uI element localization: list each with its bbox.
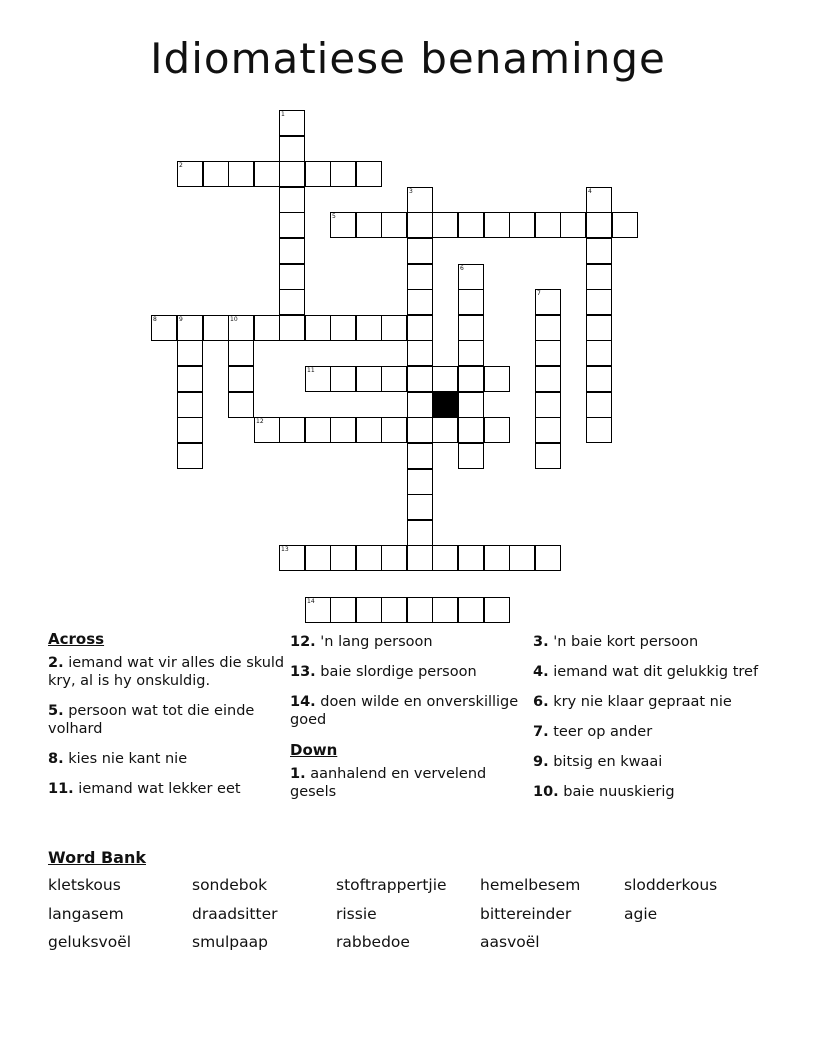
crossword-cell[interactable] (586, 315, 612, 341)
word-bank-word: geluksvoël (48, 933, 132, 951)
crossword-cell[interactable] (586, 238, 612, 264)
crossword-cell[interactable] (407, 520, 433, 546)
crossword-cell[interactable] (330, 366, 356, 392)
word-bank-word: rabbedoe (336, 933, 410, 951)
crossword-cell[interactable] (330, 417, 356, 443)
crossword-cell[interactable] (228, 366, 254, 392)
word-bank-word: agie (624, 905, 658, 923)
crossword-cell[interactable] (407, 340, 433, 366)
crossword-cell[interactable] (458, 340, 484, 366)
crossword-cell[interactable] (279, 315, 305, 341)
word-bank-word: kletskous (48, 876, 121, 894)
crossword-cell[interactable] (407, 238, 433, 264)
crossword-cell[interactable] (279, 417, 305, 443)
crossword-cell[interactable] (586, 340, 612, 366)
clue-across-13: 13. baie slordige persoon (290, 664, 477, 680)
crossword-cell[interactable] (305, 161, 331, 187)
crossword-cell[interactable] (381, 315, 407, 341)
crossword-cell[interactable] (305, 315, 331, 341)
word-bank-word: langasem (48, 905, 124, 923)
clue-across-12: 12. 'n lang persoon (290, 634, 433, 650)
word-bank-word: slodderkous (624, 876, 718, 894)
clue-down-4: 4. iemand wat dit gelukkig tref (533, 664, 759, 680)
crossword-cell[interactable] (407, 392, 433, 418)
clue-number: 9 (179, 316, 183, 323)
crossword-cell[interactable] (330, 212, 356, 238)
clue-across-8: 8. kies nie kant nie (48, 751, 188, 767)
clue-number: 14 (307, 598, 315, 605)
crossword-cell[interactable] (432, 597, 458, 623)
crossword-cell[interactable] (305, 366, 331, 392)
clues-column-3 (533, 633, 773, 813)
crossword-cell[interactable] (330, 597, 356, 623)
crossword-cell[interactable] (177, 161, 203, 187)
clue-across-14: 14. doen wilde en onverskillige goed (290, 694, 519, 728)
crossword-cell[interactable] (432, 545, 458, 571)
crossword-cell[interactable] (586, 212, 612, 238)
crossword-cell[interactable] (356, 212, 382, 238)
crossword-cell[interactable] (535, 315, 561, 341)
crossword-cell[interactable] (509, 545, 535, 571)
crossword-cell[interactable] (177, 443, 203, 469)
crossword-cell[interactable] (586, 187, 612, 213)
crossword-cell[interactable] (535, 443, 561, 469)
crossword-cell[interactable] (535, 212, 561, 238)
crossword-cell[interactable] (330, 315, 356, 341)
crossword-cell[interactable] (586, 289, 612, 315)
crossword-cell[interactable] (305, 417, 331, 443)
word-bank-word: bittereinder (480, 905, 572, 923)
crossword-cell[interactable] (535, 340, 561, 366)
crossword-cell[interactable] (458, 443, 484, 469)
crossword-cell[interactable] (458, 212, 484, 238)
crossword-cell[interactable] (458, 392, 484, 418)
crossword-cell[interactable] (356, 315, 382, 341)
crossword-cell[interactable] (612, 212, 638, 238)
crossword-cell[interactable] (407, 315, 433, 341)
crossword-cell[interactable] (458, 597, 484, 623)
crossword-cell[interactable] (407, 417, 433, 443)
crossword-cell[interactable] (586, 392, 612, 418)
crossword-cell[interactable] (151, 315, 177, 341)
crossword-cell[interactable] (381, 417, 407, 443)
clue-number: 6 (460, 265, 464, 272)
clue-number: 8 (153, 316, 157, 323)
clue-down-1: 1. aanhalend en vervelend gesels (290, 766, 487, 800)
crossword-cell[interactable] (381, 545, 407, 571)
crossword-cell[interactable] (254, 417, 280, 443)
clue-down-9: 9. bitsig en kwaai (533, 754, 663, 770)
crossword-cell[interactable] (254, 161, 280, 187)
crossword-cell[interactable] (177, 417, 203, 443)
crossword-cell[interactable] (432, 366, 458, 392)
crossword-cell[interactable] (279, 264, 305, 290)
clue-number: 7 (537, 290, 541, 297)
crossword-cell[interactable] (407, 187, 433, 213)
crossword-cell[interactable] (279, 161, 305, 187)
crossword-cell[interactable] (484, 417, 510, 443)
word-bank-word: hemelbesem (480, 876, 581, 894)
crossword-cell[interactable] (432, 417, 458, 443)
clue-across-11: 11. iemand wat lekker eet (48, 781, 241, 797)
crossword-cell[interactable] (586, 264, 612, 290)
crossword-cell[interactable] (356, 366, 382, 392)
crossword-cell[interactable] (407, 597, 433, 623)
crossword-cell[interactable] (535, 392, 561, 418)
crossword-cell[interactable] (407, 289, 433, 315)
crossword-cell[interactable] (458, 417, 484, 443)
crossword-cell[interactable] (279, 289, 305, 315)
clue-across-2: 2. iemand wat vir alles die skuld kry, al is hy onskuldig. (48, 655, 285, 689)
crossword-cell[interactable] (356, 417, 382, 443)
crossword-cell[interactable] (279, 212, 305, 238)
crossword-cell[interactable] (177, 315, 203, 341)
crossword-cell[interactable] (484, 597, 510, 623)
crossword-cell[interactable] (484, 366, 510, 392)
crossword-cell[interactable] (279, 110, 305, 136)
clue-number: 1 (281, 111, 285, 118)
crossword-cell[interactable] (177, 340, 203, 366)
crossword-cell[interactable] (586, 417, 612, 443)
clue-number: 3 (409, 188, 413, 195)
page-title: Idiomatiese benaminge (150, 34, 666, 83)
word-bank-word: aasvoël (480, 933, 540, 951)
crossword-cell[interactable] (484, 545, 510, 571)
crossword-cell[interactable] (228, 392, 254, 418)
word-bank-word: draadsitter (192, 905, 278, 923)
word-bank-word: rissie (336, 905, 377, 923)
crossword-cell[interactable] (381, 212, 407, 238)
crossword-cell[interactable] (509, 212, 535, 238)
clue-number: 5 (332, 213, 336, 220)
clue-number: 10 (230, 316, 238, 323)
clues-column-2 (290, 633, 530, 813)
crossword-cell[interactable] (279, 545, 305, 571)
crossword-cell[interactable] (356, 161, 382, 187)
word-bank-word: sondebok (192, 876, 268, 894)
crossword-cell[interactable] (356, 597, 382, 623)
crossword-cell[interactable] (356, 545, 382, 571)
crossword-cell[interactable] (203, 315, 229, 341)
crossword-cell[interactable] (203, 161, 229, 187)
crossword-cell[interactable] (535, 366, 561, 392)
crossword-cell[interactable] (560, 212, 586, 238)
crossword-cell[interactable] (254, 315, 280, 341)
crossword-cell[interactable] (407, 366, 433, 392)
crossword-cell[interactable] (228, 161, 254, 187)
clues-column-1 (48, 630, 288, 810)
crossword-cell[interactable] (228, 340, 254, 366)
crossword-cell[interactable] (381, 366, 407, 392)
crossword-cell[interactable] (407, 545, 433, 571)
clue-down-10: 10. baie nuuskierig (533, 784, 675, 800)
clue-down-7: 7. teer op ander (533, 724, 653, 740)
crossword-cell[interactable] (458, 315, 484, 341)
crossword-cell[interactable] (535, 417, 561, 443)
clue-down-3: 3. 'n baie kort persoon (533, 634, 699, 650)
clue-number: 2 (179, 162, 183, 169)
word-bank-heading: Word Bank (48, 848, 147, 867)
crossword-cell[interactable] (279, 136, 305, 162)
crossword-cell[interactable] (177, 392, 203, 418)
clue-number: 4 (588, 188, 592, 195)
crossword-cell[interactable] (330, 545, 356, 571)
crossword-cell[interactable] (177, 366, 203, 392)
crossword-cell[interactable] (458, 264, 484, 290)
crossword-cell[interactable] (458, 289, 484, 315)
crossword-cell[interactable] (407, 469, 433, 495)
crossword-cell[interactable] (407, 212, 433, 238)
down-heading: Down (290, 741, 338, 759)
clue-across-5: 5. persoon wat tot die einde volhard (48, 703, 255, 737)
word-bank-word: smulpaap (192, 933, 268, 951)
clue-number: 12 (256, 418, 264, 425)
crossword-cell[interactable] (279, 238, 305, 264)
crossword-black-cell (432, 392, 458, 418)
crossword-cell[interactable] (432, 212, 458, 238)
crossword-cell[interactable] (458, 545, 484, 571)
clue-down-6: 6. kry nie klaar gepraat nie (533, 694, 732, 710)
crossword-cell[interactable] (407, 443, 433, 469)
crossword-cell[interactable] (586, 366, 612, 392)
crossword-cell[interactable] (535, 289, 561, 315)
crossword-cell[interactable] (305, 597, 331, 623)
crossword-cell[interactable] (458, 366, 484, 392)
crossword-cell[interactable] (381, 597, 407, 623)
crossword-cell[interactable] (228, 315, 254, 341)
clue-number: 11 (307, 367, 315, 374)
crossword-cell[interactable] (305, 545, 331, 571)
crossword-cell[interactable] (407, 264, 433, 290)
clue-number: 13 (281, 546, 289, 553)
crossword-cell[interactable] (407, 494, 433, 520)
crossword-cell[interactable] (535, 545, 561, 571)
across-heading: Across (48, 630, 105, 648)
crossword-cell[interactable] (330, 161, 356, 187)
word-bank-word: stoftrappertjie (336, 876, 447, 894)
crossword-cell[interactable] (279, 187, 305, 213)
crossword-cell[interactable] (484, 212, 510, 238)
